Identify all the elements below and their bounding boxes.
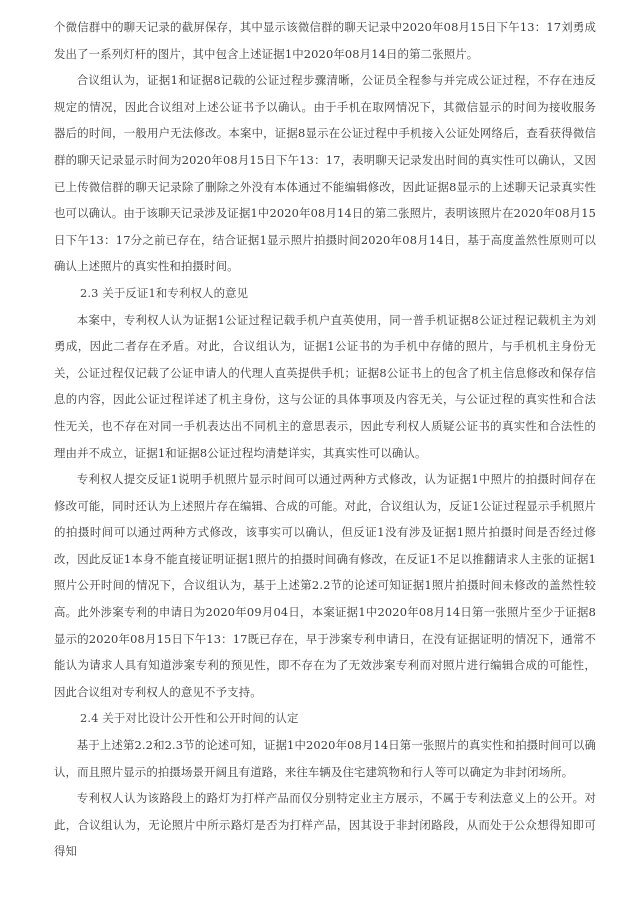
section-heading-2-4: 2.4 关于对比设计公开性和公开时间的认定 (80, 711, 299, 726)
paragraph-disclosure-confirmation: 基于上述第2.2和2.3节的论述可知，证据1中2020年08月14日第一张照片的真实性和拍摄时间可以确认，而且照片显示的拍摄场景开阔且有道路，来往车辆及住宅建筑物和行人等可以确定为非封闭场所。 (54, 738, 596, 779)
paragraph-panel-opinion-notarization: 合议组认为，证据1和证据8记载的公证过程步骤清晰，公证员全程参与并完成公证过程，不存在违反规定的情况，因此合议组对上述公证书予以确认。由于手机在取网情况下，其微信显示的时间为接收服务器后的时间，一般用户无法修改。本案中，证据8显示在公证过程中手机接入公证处网络后，查看获得微信群的聊天记录显示时间为2020年08月15日下午13：17，表明聊天记录发出时间的真实性可以确认，又因已上传微信群的聊天记录除了删除之外没有本体通过不能编辑修改，因此证据8显示的上述聊天记录真实性也可以确认。由于该聊天记录涉及证据1中2020年08月14日的第二张照片，表明该照片在2020年08月15日下午13：17分之前已存在，结合证据1显示照片拍摄时间2020年08月14日，基于高度盖然性原则可以确认上述照片的真实性和拍摄时间。 (54, 73, 596, 274)
paragraph-counter-evidence-1: 专利权人提交反证1说明手机照片显示时间可以通过两种方式修改，认为证据1中照片的拍摄时间存在修改可能，同时还认为上述照片存在编辑、合成的可能。对此，合议组认为，反证1公证过程显示手机照片的拍摄时间可以通过两种方式修改，该事实可以确认，但反证1没有涉及证据1照片拍摄时间是否经过修改，因此反证1本身不能直接证明证据1照片的拍摄时间确有修改，在反证1不足以推翻请求人主张的证据1照片公开时间的情况下，合议组认为，基于上述第2.2节的论述可知证据1照片拍摄时间未修改的盖然性较高。此外涉案专利的申请日为2020年09月04日，本案证据1中2020年08月14日第一张照片至少于证据8显示的2020年08月15日下午13：17既已存在，早于涉案专利申请日，在没有证据证明的情况下，通常不能认为请求人具有知道涉案专利的预见性，即不存在为了无效涉案专利而对照片进行编辑合成的可能性，因此合议组对专利权人的意见不予支持。 (54, 472, 596, 699)
section-heading-2-3: 2.3 关于反证1和专利权人的意见 (80, 285, 249, 300)
paragraph-phone-owner-dispute: 本案中，专利权人认为证据1公证过程记载手机户直英使用，同一普手机证据8公证过程记载机主为刘勇成，因此二者存在矛盾。对此，合议组认为，证据1公证书的为手机中存储的照片，与手机机主身份无关，公证过程仅记载了公证申请人的代理人直英提供手机；证据8公证书上的包含了机主信息修改和保存信息的内容，因此公证过程详述了机主身份，这与公证的具体事项及内容无关，与公证过程的真实性和合法性无关，也不存在对同一手机表达出不同机主的意思表示，因此专利权人质疑公证书的真实性和合法性的理由并不成立，证据1和证据8公证过程均清楚详实，其真实性可以确认。 (54, 312, 596, 460)
paragraph-prototype-argument: 专利权人认为该路段上的路灯为打样产品而仅分别特定业主方展示，不属于专利法意义上的公开。对此，合议组认为，无论照片中所示路灯是否为打样产品，因其设于非封闭路段，从而处于公众想得知即可得知 (54, 791, 596, 859)
paragraph-continuation: 个微信群中的聊天记录的截屏保存，其中显示该微信群的聊天记录中2020年08月15日下午13：17刘勇成发出了一系列灯杆的图片，其中包含上述证据1中2020年08月14日的第二张照片。 (54, 20, 596, 61)
